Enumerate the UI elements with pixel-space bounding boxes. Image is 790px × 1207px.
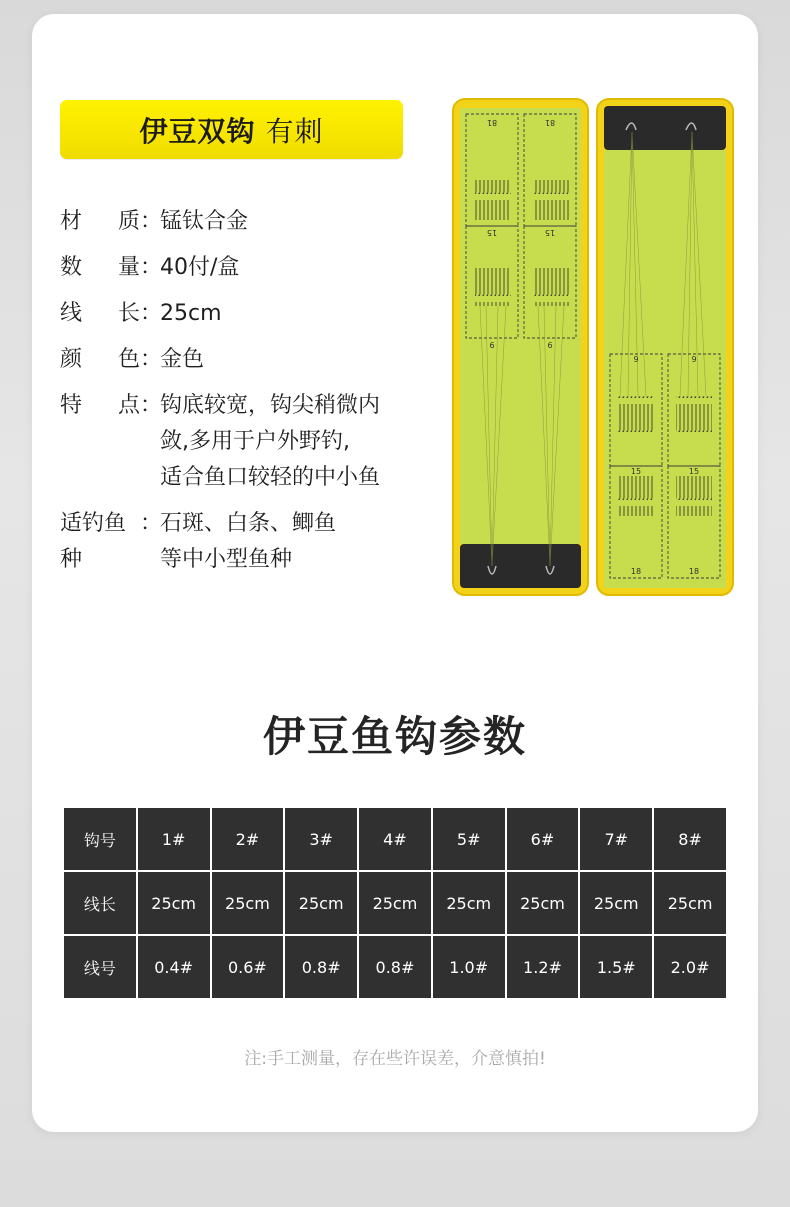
spec-label: 适钓鱼种	[60, 511, 127, 572]
svg-text:6: 6	[547, 341, 553, 350]
table-cell: 1#	[137, 807, 211, 871]
product-card	[32, 14, 758, 1132]
spec-value: 石斑、白条、鲫鱼 等中小型鱼种	[160, 511, 337, 572]
table-cell: 1.0#	[432, 935, 506, 999]
section-title: 伊豆鱼钩参数	[262, 712, 527, 761]
svg-text:15: 15	[688, 467, 700, 476]
table-cell: 1.2#	[506, 935, 580, 999]
svg-text:18: 18	[688, 567, 700, 576]
table-cell: 6#	[506, 807, 580, 871]
table-cell: 4#	[358, 807, 432, 871]
hook-box-image	[450, 96, 736, 598]
table-cell: 7#	[579, 807, 653, 871]
table-cell: 25cm	[211, 871, 285, 935]
table-cell: 25cm	[358, 871, 432, 935]
table-cell: 0.4#	[137, 935, 211, 999]
spec-material: 材 质 ： 锰钛合金	[60, 204, 440, 240]
table-cell: 2.0#	[653, 935, 727, 999]
svg-text:15: 15	[544, 228, 556, 237]
svg-text:81: 81	[544, 118, 556, 127]
spec-line-length: 线 长 ： 25cm	[60, 296, 440, 332]
product-title-sub: 有刺	[265, 114, 324, 148]
spec-label: 颜 色	[60, 347, 140, 372]
table-cell: 25cm	[653, 871, 727, 935]
svg-text:18: 18	[630, 567, 642, 576]
table-cell: 25cm	[579, 871, 653, 935]
spec-label: 数 量	[60, 255, 140, 280]
table-cell: 3#	[284, 807, 358, 871]
table-cell: 25cm	[284, 871, 358, 935]
svg-text:6: 6	[489, 341, 495, 350]
product-title-banner	[60, 100, 403, 159]
spec-value: 25cm	[160, 301, 222, 326]
svg-text:9: 9	[633, 355, 639, 364]
spec-quantity: 数 量 ： 40付/盒	[60, 250, 440, 286]
product-title-main: 伊豆双钩	[139, 114, 256, 148]
table-cell: 0.6#	[211, 935, 285, 999]
spec-label: 线 长	[60, 301, 140, 326]
table-cell: 5#	[432, 807, 506, 871]
svg-text:81: 81	[486, 118, 498, 127]
spec-value: 锰钛合金	[160, 209, 249, 234]
spec-value: 金色	[160, 347, 205, 372]
hook-parameter-table	[62, 806, 728, 1000]
row-header: 线长	[63, 871, 137, 935]
table-cell: 0.8#	[284, 935, 358, 999]
svg-text:15: 15	[486, 228, 498, 237]
table-row	[63, 871, 727, 935]
left-clip-bar	[460, 544, 581, 588]
table-cell: 8#	[653, 807, 727, 871]
table-cell: 25cm	[432, 871, 506, 935]
table-cell: 25cm	[506, 871, 580, 935]
table-cell: 25cm	[137, 871, 211, 935]
right-clip-bar	[604, 106, 726, 150]
measurement-note: 注:手工测量，存在些许误差，介意慎拍!	[244, 1049, 546, 1069]
table-row	[63, 935, 727, 999]
row-header: 线号	[63, 935, 137, 999]
spec-color: 颜 色 ： 金色	[60, 342, 440, 378]
row-header: 钩号	[63, 807, 137, 871]
spec-features: 特 点 ： 钩底较宽，钩尖稍微内 敛,多用于户外野钓, 适合鱼口较轻的中小鱼	[60, 388, 440, 496]
spec-label: 特 点	[60, 393, 140, 418]
svg-text:15: 15	[630, 467, 642, 476]
product-title	[60, 100, 403, 159]
table-cell: 1.5#	[579, 935, 653, 999]
table-cell: 2#	[211, 807, 285, 871]
spec-target-fish: 适钓鱼种 ： 石斑、白条、鲫鱼 等中小型鱼种	[60, 506, 440, 578]
right-board	[604, 150, 726, 588]
table-row	[63, 807, 727, 871]
spec-value: 40付/盒	[160, 255, 240, 280]
table-cell: 0.8#	[358, 935, 432, 999]
svg-text:9: 9	[691, 355, 697, 364]
spec-list	[60, 204, 440, 588]
spec-value: 钩底较宽，钩尖稍微内 敛,多用于户外野钓, 适合鱼口较轻的中小鱼	[160, 393, 381, 490]
spec-label: 材 质	[60, 209, 140, 234]
